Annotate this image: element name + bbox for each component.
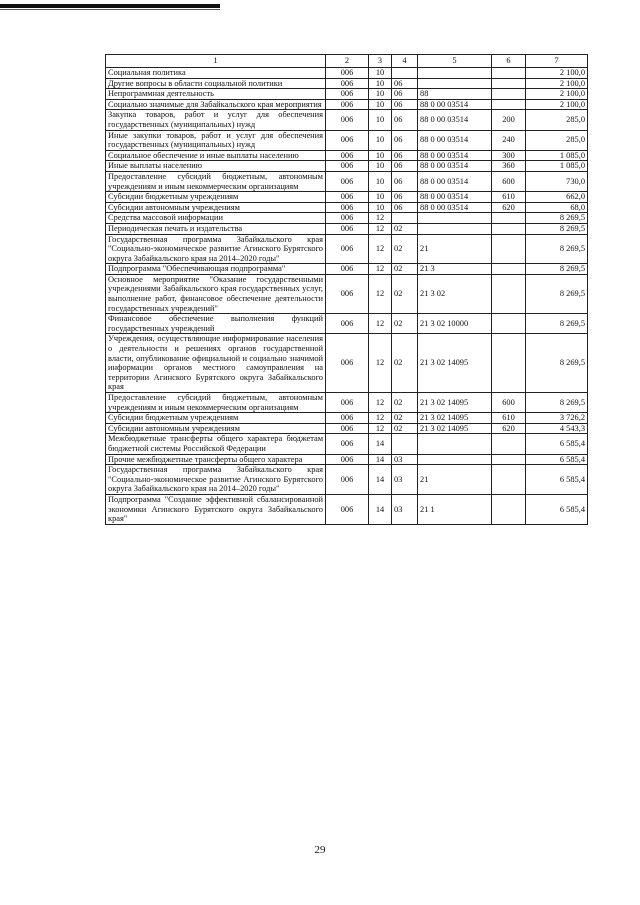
column-header: 3 bbox=[369, 55, 392, 68]
row-expense-type bbox=[492, 78, 526, 89]
column-header: 7 bbox=[526, 55, 588, 68]
row-amount: 8 269,5 bbox=[526, 334, 588, 393]
row-expense-type: 240 bbox=[492, 130, 526, 150]
row-ministry-code: 006 bbox=[326, 78, 369, 89]
row-target-article: 21 3 02 14095 bbox=[418, 334, 492, 393]
row-ministry-code: 006 bbox=[326, 334, 369, 393]
row-ministry-code: 006 bbox=[326, 234, 369, 264]
row-target-article: 21 3 02 14095 bbox=[418, 393, 492, 413]
row-ministry-code: 006 bbox=[326, 110, 369, 130]
row-amount: 2 100,0 bbox=[526, 89, 588, 100]
row-target-article: 21 3 02 14095 bbox=[418, 423, 492, 434]
row-amount: 6 585,4 bbox=[526, 465, 588, 495]
row-target-article: 88 0 00 03514 bbox=[418, 150, 492, 161]
budget-table bbox=[105, 54, 588, 525]
row-amount: 662,0 bbox=[526, 192, 588, 203]
row-section: 12 bbox=[369, 213, 392, 224]
table-row bbox=[106, 314, 588, 334]
row-subsection: 03 bbox=[392, 454, 418, 465]
row-expense-type: 360 bbox=[492, 161, 526, 172]
row-expense-type bbox=[492, 213, 526, 224]
row-subsection: 03 bbox=[392, 494, 418, 524]
row-expense-type bbox=[492, 434, 526, 454]
row-amount: 8 269,5 bbox=[526, 264, 588, 275]
row-section: 10 bbox=[369, 99, 392, 110]
row-target-article: 88 0 00 03514 bbox=[418, 99, 492, 110]
row-section: 10 bbox=[369, 110, 392, 130]
row-target-article: 21 3 bbox=[418, 264, 492, 275]
table-row bbox=[106, 89, 588, 100]
row-amount: 2 100,0 bbox=[526, 68, 588, 79]
row-ministry-code: 006 bbox=[326, 393, 369, 413]
row-section: 14 bbox=[369, 454, 392, 465]
row-subsection: 02 bbox=[392, 423, 418, 434]
row-subsection bbox=[392, 213, 418, 224]
row-section: 14 bbox=[369, 434, 392, 454]
row-amount: 8 269,5 bbox=[526, 223, 588, 234]
row-amount: 285,0 bbox=[526, 110, 588, 130]
row-expense-type bbox=[492, 68, 526, 79]
row-name: Закупка товаров, работ и услуг для обеспечения государственных (муниципальных) нужд bbox=[106, 110, 326, 130]
row-amount: 8 269,5 bbox=[526, 213, 588, 224]
table-row bbox=[106, 192, 588, 203]
row-subsection: 06 bbox=[392, 171, 418, 191]
row-subsection bbox=[392, 68, 418, 79]
row-name: Непрограммная деятельность bbox=[106, 89, 326, 100]
row-section: 10 bbox=[369, 89, 392, 100]
row-expense-type: 610 bbox=[492, 192, 526, 203]
row-target-article: 88 0 00 03514 bbox=[418, 202, 492, 213]
table-row bbox=[106, 274, 588, 313]
row-ministry-code: 006 bbox=[326, 202, 369, 213]
row-expense-type bbox=[492, 234, 526, 264]
row-amount: 2 100,0 bbox=[526, 99, 588, 110]
row-ministry-code: 006 bbox=[326, 150, 369, 161]
table-row bbox=[106, 223, 588, 234]
row-expense-type bbox=[492, 223, 526, 234]
row-target-article bbox=[418, 434, 492, 454]
row-target-article: 88 0 00 03514 bbox=[418, 161, 492, 172]
row-name: Субсидии бюджетным учреждениям bbox=[106, 192, 326, 203]
row-target-article: 21 3 02 10000 bbox=[418, 314, 492, 334]
row-target-article bbox=[418, 78, 492, 89]
row-ministry-code: 006 bbox=[326, 434, 369, 454]
row-name: Государственная программа Забайкальского края "Социально-экономическое развитие Агинского Бурятского округа Забайкальского края на 2014–2020 годы" bbox=[106, 465, 326, 495]
row-amount: 8 269,5 bbox=[526, 314, 588, 334]
row-subsection: 06 bbox=[392, 150, 418, 161]
row-amount: 1 085,0 bbox=[526, 161, 588, 172]
row-section: 10 bbox=[369, 171, 392, 191]
row-name: Иные закупки товаров, работ и услуг для обеспечения государственных (муниципальных) нужд bbox=[106, 130, 326, 150]
row-target-article: 21 3 02 14095 bbox=[418, 413, 492, 424]
row-target-article: 88 bbox=[418, 89, 492, 100]
row-ministry-code: 006 bbox=[326, 494, 369, 524]
row-amount: 285,0 bbox=[526, 130, 588, 150]
row-subsection: 06 bbox=[392, 130, 418, 150]
row-target-article: 21 bbox=[418, 234, 492, 264]
page-number: 29 bbox=[314, 844, 326, 856]
column-header: 4 bbox=[392, 55, 418, 68]
table-row bbox=[106, 99, 588, 110]
row-amount: 1 085,0 bbox=[526, 150, 588, 161]
row-expense-type: 620 bbox=[492, 202, 526, 213]
row-subsection: 06 bbox=[392, 110, 418, 130]
row-name: Другие вопросы в области социальной политики bbox=[106, 78, 326, 89]
row-ministry-code: 006 bbox=[326, 192, 369, 203]
row-subsection: 02 bbox=[392, 393, 418, 413]
row-name: Подпрограмма "Обеспечивающая подпрограмма" bbox=[106, 264, 326, 275]
row-amount: 8 269,5 bbox=[526, 274, 588, 313]
table-row bbox=[106, 161, 588, 172]
row-section: 12 bbox=[369, 413, 392, 424]
table-row bbox=[106, 110, 588, 130]
table-row bbox=[106, 423, 588, 434]
row-section: 12 bbox=[369, 264, 392, 275]
row-amount: 3 726,2 bbox=[526, 413, 588, 424]
row-name: Субсидии бюджетным учреждениям bbox=[106, 413, 326, 424]
row-ministry-code: 006 bbox=[326, 274, 369, 313]
row-expense-type bbox=[492, 334, 526, 393]
header-rule bbox=[0, 4, 220, 8]
row-expense-type bbox=[492, 314, 526, 334]
row-section: 12 bbox=[369, 423, 392, 434]
table-row bbox=[106, 454, 588, 465]
row-subsection: 02 bbox=[392, 234, 418, 264]
row-expense-type: 300 bbox=[492, 150, 526, 161]
row-name: Периодическая печать и издательства bbox=[106, 223, 326, 234]
row-target-article: 88 0 00 03514 bbox=[418, 171, 492, 191]
row-name: Социально значимые для Забайкальского края мероприятия bbox=[106, 99, 326, 110]
row-subsection: 02 bbox=[392, 223, 418, 234]
row-amount: 8 269,5 bbox=[526, 234, 588, 264]
row-name: Государственная программа Забайкальского края "Социально-экономическое развитие Агинского Бурятского округа Забайкальского края на 2014–2020 годы" bbox=[106, 234, 326, 264]
row-subsection: 02 bbox=[392, 314, 418, 334]
row-name: Предоставление субсидий бюджетным, автономным учреждениям и иным некоммерческим организациям bbox=[106, 171, 326, 191]
row-target-article: 21 1 bbox=[418, 494, 492, 524]
row-expense-type bbox=[492, 494, 526, 524]
row-subsection bbox=[392, 434, 418, 454]
table-row bbox=[106, 171, 588, 191]
table-row bbox=[106, 334, 588, 393]
row-name: Социальная политика bbox=[106, 68, 326, 79]
table-row bbox=[106, 78, 588, 89]
row-target-article bbox=[418, 68, 492, 79]
row-expense-type bbox=[492, 465, 526, 495]
row-subsection: 06 bbox=[392, 89, 418, 100]
row-name: Средства массовой информации bbox=[106, 213, 326, 224]
table-header-row bbox=[106, 55, 588, 68]
table-row bbox=[106, 465, 588, 495]
row-amount: 730,0 bbox=[526, 171, 588, 191]
table-row bbox=[106, 234, 588, 264]
column-header: 5 bbox=[418, 55, 492, 68]
row-target-article: 21 bbox=[418, 465, 492, 495]
row-amount: 6 585,4 bbox=[526, 454, 588, 465]
row-expense-type: 200 bbox=[492, 110, 526, 130]
row-section: 10 bbox=[369, 68, 392, 79]
row-subsection: 03 bbox=[392, 465, 418, 495]
row-section: 12 bbox=[369, 234, 392, 264]
row-subsection: 06 bbox=[392, 99, 418, 110]
row-ministry-code: 006 bbox=[326, 314, 369, 334]
row-section: 12 bbox=[369, 223, 392, 234]
row-expense-type bbox=[492, 274, 526, 313]
row-section: 12 bbox=[369, 393, 392, 413]
row-section: 14 bbox=[369, 494, 392, 524]
row-target-article: 21 3 02 bbox=[418, 274, 492, 313]
row-subsection: 06 bbox=[392, 78, 418, 89]
row-name: Прочие межбюджетные трансферты общего характера bbox=[106, 454, 326, 465]
row-target-article bbox=[418, 213, 492, 224]
column-header: 1 bbox=[106, 55, 326, 68]
row-name: Субсидии автономным учреждениям bbox=[106, 423, 326, 434]
row-ministry-code: 006 bbox=[326, 454, 369, 465]
row-target-article bbox=[418, 223, 492, 234]
row-section: 10 bbox=[369, 192, 392, 203]
row-name: Подпрограмма "Создание эффективной сбалансированной экономики Агинского Бурятского округа Забайкальского края" bbox=[106, 494, 326, 524]
row-amount: 4 543,3 bbox=[526, 423, 588, 434]
row-section: 10 bbox=[369, 161, 392, 172]
table-row bbox=[106, 264, 588, 275]
column-header: 2 bbox=[326, 55, 369, 68]
row-amount: 6 585,4 bbox=[526, 494, 588, 524]
row-section: 12 bbox=[369, 314, 392, 334]
row-ministry-code: 006 bbox=[326, 161, 369, 172]
table-row bbox=[106, 434, 588, 454]
row-name: Субсидии автономным учреждениям bbox=[106, 202, 326, 213]
row-target-article bbox=[418, 454, 492, 465]
row-ministry-code: 006 bbox=[326, 413, 369, 424]
row-amount: 68,0 bbox=[526, 202, 588, 213]
row-ministry-code: 006 bbox=[326, 171, 369, 191]
table-row bbox=[106, 413, 588, 424]
row-subsection: 06 bbox=[392, 192, 418, 203]
row-target-article: 88 0 00 03514 bbox=[418, 110, 492, 130]
row-expense-type: 610 bbox=[492, 413, 526, 424]
row-expense-type: 600 bbox=[492, 171, 526, 191]
table-row bbox=[106, 68, 588, 79]
row-name: Социальное обеспечение и иные выплаты населению bbox=[106, 150, 326, 161]
row-ministry-code: 006 bbox=[326, 264, 369, 275]
table-row bbox=[106, 494, 588, 524]
table-row bbox=[106, 213, 588, 224]
row-ministry-code: 006 bbox=[326, 68, 369, 79]
row-ministry-code: 006 bbox=[326, 130, 369, 150]
row-section: 12 bbox=[369, 334, 392, 393]
row-expense-type bbox=[492, 264, 526, 275]
row-section: 12 bbox=[369, 274, 392, 313]
row-amount: 6 585,4 bbox=[526, 434, 588, 454]
row-ministry-code: 006 bbox=[326, 223, 369, 234]
row-subsection: 06 bbox=[392, 202, 418, 213]
row-target-article: 88 0 00 03514 bbox=[418, 192, 492, 203]
row-name: Финансовое обеспечение выполнения функций государственных учреждений bbox=[106, 314, 326, 334]
row-subsection: 02 bbox=[392, 413, 418, 424]
row-target-article: 88 0 00 03514 bbox=[418, 130, 492, 150]
row-ministry-code: 006 bbox=[326, 99, 369, 110]
row-name: Учреждения, осуществляющие информирование населения о деятельности и решениях органов государственной власти, опубликование официальной и социально значимой информации органов местного самоуправления на территории Агинского Бурятского округа Забайкальского края bbox=[106, 334, 326, 393]
row-amount: 2 100,0 bbox=[526, 78, 588, 89]
row-expense-type bbox=[492, 454, 526, 465]
row-ministry-code: 006 bbox=[326, 423, 369, 434]
row-name: Иные выплаты населению bbox=[106, 161, 326, 172]
header-rule-thin bbox=[0, 9, 220, 10]
row-name: Предоставление субсидий бюджетным, автономным учреждениям и иным некоммерческим организациям bbox=[106, 393, 326, 413]
row-name: Основное мероприятие "Оказание государственными учреждениями Забайкальского края государственных услуг, выполнение работ, финансовое обеспечение деятельности государственных учреждений" bbox=[106, 274, 326, 313]
row-subsection: 02 bbox=[392, 264, 418, 275]
row-section: 10 bbox=[369, 130, 392, 150]
row-amount: 8 269,5 bbox=[526, 393, 588, 413]
table-row bbox=[106, 393, 588, 413]
row-ministry-code: 006 bbox=[326, 213, 369, 224]
row-ministry-code: 006 bbox=[326, 89, 369, 100]
row-expense-type: 620 bbox=[492, 423, 526, 434]
row-subsection: 02 bbox=[392, 274, 418, 313]
row-subsection: 06 bbox=[392, 161, 418, 172]
table-row bbox=[106, 202, 588, 213]
row-section: 14 bbox=[369, 465, 392, 495]
row-expense-type: 600 bbox=[492, 393, 526, 413]
column-header: 6 bbox=[492, 55, 526, 68]
row-expense-type bbox=[492, 99, 526, 110]
table-row bbox=[106, 150, 588, 161]
row-section: 10 bbox=[369, 202, 392, 213]
row-ministry-code: 006 bbox=[326, 465, 369, 495]
table-row bbox=[106, 130, 588, 150]
row-section: 10 bbox=[369, 150, 392, 161]
row-expense-type bbox=[492, 89, 526, 100]
row-name: Межбюджетные трансферты общего характера бюджетам бюджетной системы Российской Федерации bbox=[106, 434, 326, 454]
row-section: 10 bbox=[369, 78, 392, 89]
row-subsection: 02 bbox=[392, 334, 418, 393]
